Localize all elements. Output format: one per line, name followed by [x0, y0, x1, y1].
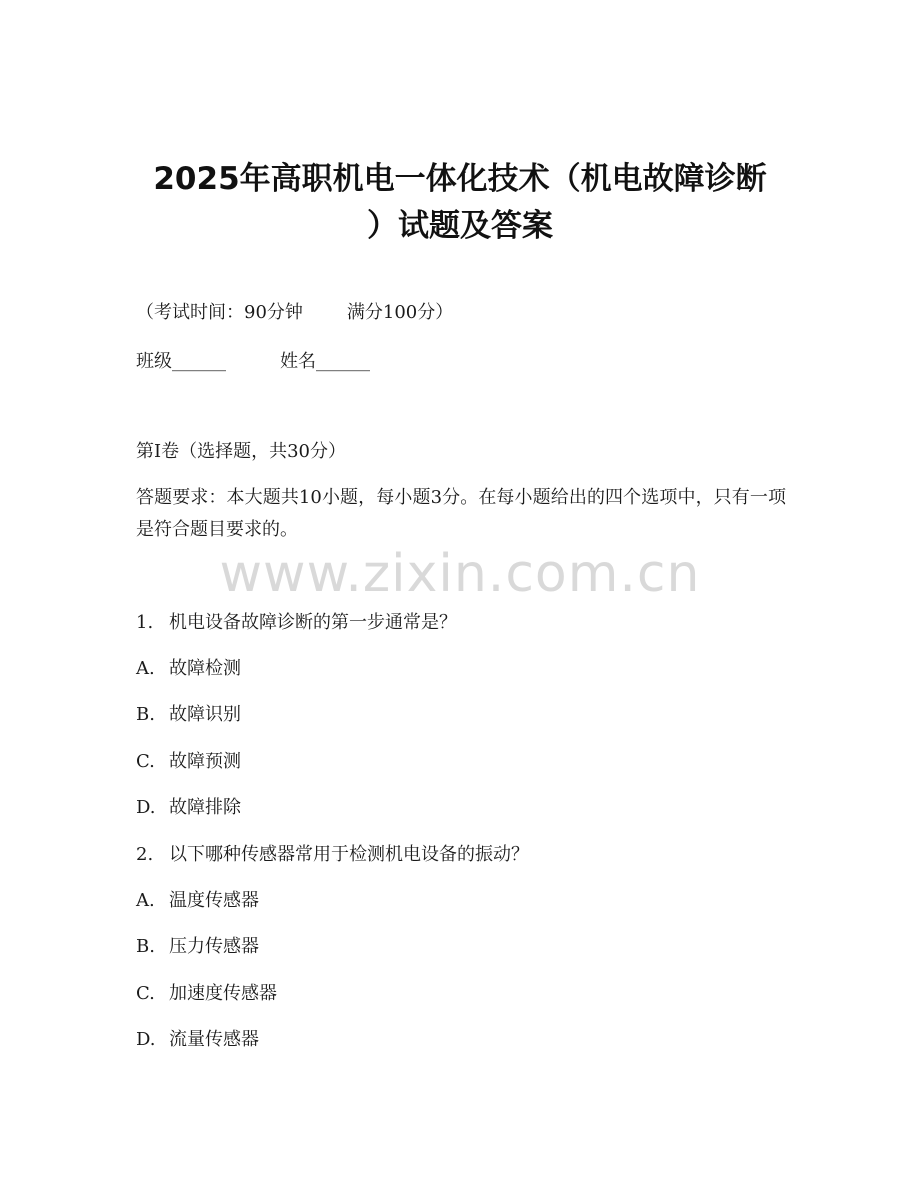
question-2-option-a — [136, 892, 259, 910]
question-text: 以下哪种传感器常用于检测机电设备的振动？ — [169, 844, 529, 865]
question-2-option-d — [136, 1031, 259, 1049]
question-1-option-c — [136, 753, 241, 771]
watermark: www.zixin.com.cn — [219, 544, 701, 604]
question-number: 2. — [136, 844, 154, 865]
student-info — [136, 353, 370, 371]
document-title-line-1: 2025年高职机电一体化技术（机电故障诊断 — [153, 161, 767, 197]
question-2 — [136, 846, 529, 864]
option-text: 故障预测 — [169, 751, 241, 772]
question-1-option-d — [136, 799, 241, 817]
option-letter: B. — [136, 936, 155, 957]
option-text: 故障检测 — [169, 658, 241, 679]
option-text: 故障识别 — [169, 704, 241, 725]
question-2-option-b — [136, 938, 259, 956]
option-letter: B. — [136, 704, 155, 725]
question-1 — [136, 614, 457, 632]
question-1-option-a — [136, 660, 241, 678]
option-text: 故障排除 — [169, 797, 241, 818]
question-2-option-c — [136, 985, 277, 1003]
class-field-label: 班级______ — [136, 351, 226, 372]
full-score: 满分100分） — [346, 302, 454, 323]
exam-info — [136, 304, 453, 322]
question-text: 机电设备故障诊断的第一步通常是？ — [169, 612, 457, 633]
option-letter: D. — [136, 797, 156, 818]
option-text: 温度传感器 — [169, 890, 259, 911]
option-text: 压力传感器 — [169, 936, 259, 957]
name-field-label: 姓名______ — [280, 351, 370, 372]
document-title-line-2: ）试题及答案 — [367, 208, 553, 244]
option-text: 流量传感器 — [169, 1029, 259, 1050]
option-letter: A. — [136, 658, 155, 679]
option-text: 加速度传感器 — [169, 983, 277, 1004]
option-letter: D. — [136, 1029, 156, 1050]
question-number: 1. — [136, 612, 154, 633]
question-1-option-b — [136, 706, 241, 724]
option-letter: C. — [136, 983, 155, 1004]
exam-time: （考试时间：90分钟 — [136, 302, 303, 323]
option-letter: C. — [136, 751, 155, 772]
option-letter: A. — [136, 890, 155, 911]
section-title: 第Ⅰ卷（选择题，共30分） — [136, 441, 347, 462]
instructions: 答题要求：本大题共10小题，每小题3分。在每小题给出的四个选项中，只有一项是符合题目要求的。 — [136, 487, 786, 540]
